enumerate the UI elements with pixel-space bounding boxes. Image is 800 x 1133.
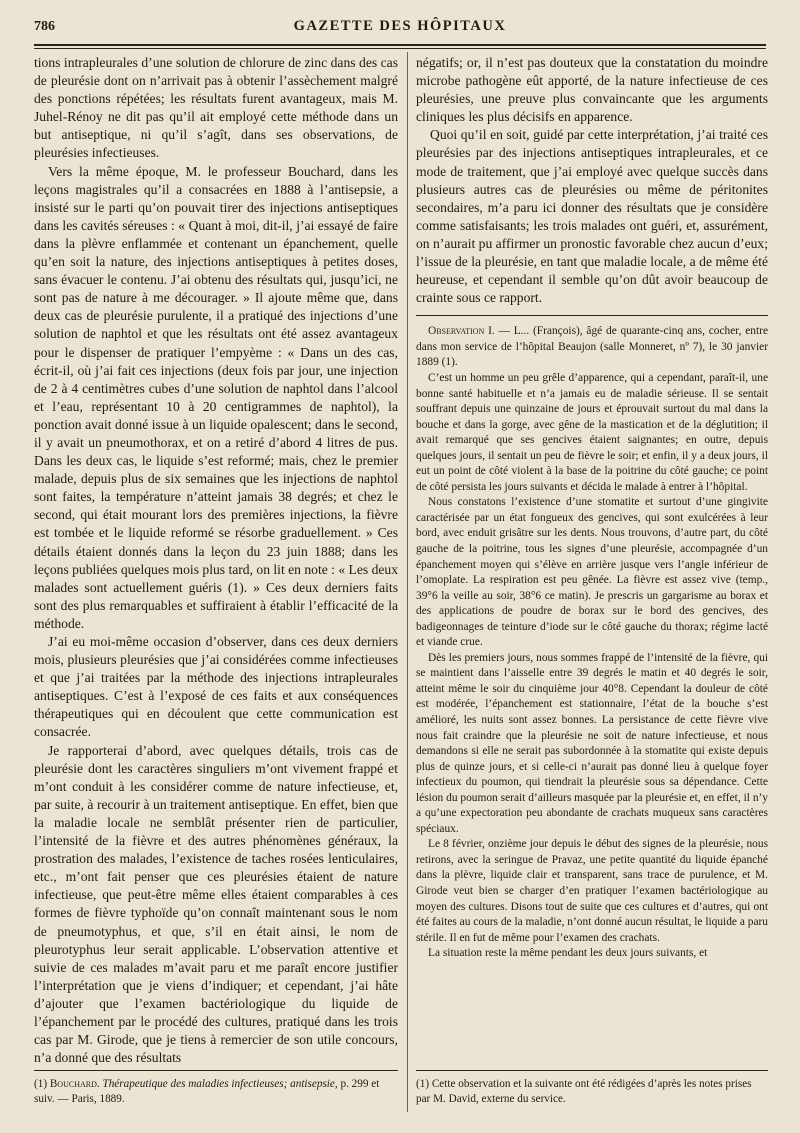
page-header — [34, 18, 766, 40]
right-column — [416, 54, 768, 962]
footnote-left — [34, 1070, 398, 1106]
case-intro-text: — L... (François), âgé de quarante-cinq ans, cocher, entre dans mon service de l’hôpital Beaujon (salle Monneret, nº 7), le 30 janvier 1889 (1). — [416, 325, 768, 369]
footnote-rule — [416, 1070, 768, 1071]
section-rule — [416, 315, 768, 316]
case-paragraph: Le 8 février, onzième jour depuis le début des signes de la pleurésie, nous retirons, avec la seringue de Pravaz, une petite quantité du liquide épanché dans la plèvre, liquide clair et transparent, sans trace de purulence, et M. Girode veut bien se charger d’en pratiquer l’examen bactériologique au moyen des cultures. Disons tout de suite que ces cultures et d’autres, qui ont été faites au cours de la maladie, n’ont donné aucun résultat, le liquide a paru stérile. Il en fut de même pour l’examen des crachats. — [416, 838, 768, 944]
case-paragraph: Dès les premiers jours, nous sommes frappé de l’intensité de la fièvre, qui se maintient dans l’aisselle entre 39 degrés le matin et 40 degrés le soir, atteint même le soir du cinquième jour 40°8. Cependant la douleur de côté est modérée, l’épanchement est stationnaire, l’état de la bouche s’est amélioré, les nuits sont assez bonnes. La persistance de cette fièvre vive nous fait craindre que la pleurésie ne soit de nature infectieuse, et nous demandons si elle ne serait pas subordonnée à la stomatite qui existe depuis plus de quinze jours, et si celle-ci n’aurait pas donné lieu à quelque foyer infectieux du poumon, qui tiendrait la pleurésie sous sa dépendance. Cette lésion du poumon serait d’ailleurs masquée par la pleurésie et, en effet, il n’y a qu’une expectoration peu abondante de crachats muqueux sans caractères spéciaux. — [416, 651, 768, 835]
paragraph: tions intrapleurales d’une solution de chlorure de zinc dans des cas de pleurésie dont on n’arrivait pas à obtenir l’assèchement malgré des ponctions répétées; les résultats furent avantageux, mais M. Juhel-Rénoy ne dit pas qu’il ait employé cette méthode dans un but antiseptique, ni qu’il s’agît, dans ses observations, de pleurésies infectieuses. — [34, 55, 398, 161]
footnote-author: Bouchard. — [49, 1078, 100, 1090]
paragraph: négatifs; or, il n’est pas douteux que la constatation du moindre microbe pathogène eût apporté, de la nature infectieuse de ces pleurésies, une preuve plus convaincante que les arguments cliniques les plus décisifs en apparence. — [416, 55, 768, 125]
case-observation — [416, 324, 768, 961]
left-column — [34, 54, 398, 1067]
case-paragraph: Nous constatons l’existence d’une stomatite et surtout d’une gingivite caractérisée par un état fongueux des gencives, qui sont exulcérées à leur bord, avec enduit grisâtre sur les dents. Nous trouvons, d’autre part, du côté gauche de la poitrine, tous les signes d’une pleurésie, accompagnée d’un épanchement moyen qui s’élève en arrière jusque vers l’angle inférieur de l’omoplate. La respiration est peu gênée. La fièvre est assez vive (temp., 39°6 la veille au soir, 38°6 ce matin). Je prescris un gargarisme au borax et des applications de poudre de borax sur le bord des gencives, des badigeonnages de teinture d’iode sur le côté gauche du thorax; régime lacté et viande crue. — [416, 496, 768, 649]
header-rule — [34, 44, 766, 46]
footnote-rule — [34, 1070, 398, 1071]
case-intro — [416, 324, 768, 371]
case-paragraph: C’est un homme un peu grêle d’apparence, qui a cependant, paraît-il, une bonne santé habituelle et n’a jamais eu de maladie sérieuse. Il se sentait souffrant depuis une quinzaine de jours et éprouvait surtout du mal dans la bouche et dans la gorge, avec gêne de la mastication et de la déglutition; il avait remarqué que ses gencives étaient saignantes; en outre, depuis quelques jours, il sentait un peu de fièvre le soir; et enfin, il y a deux jours, il eut un point de côté violent à la base de la poitrine du côté gauche; ce point de côté persista les jours suivants et décida le malade à entrer à l’hôpital. — [416, 371, 768, 493]
header-rule-thin — [34, 48, 766, 49]
journal-title: GAZETTE DES HÔPITAUX — [293, 18, 507, 34]
case-label: Observation I. — [428, 325, 495, 338]
footnote-marker: (1) — [34, 1078, 50, 1090]
footnote-title: Thérapeutique des maladies infectieuses; antisepsie, — [102, 1078, 338, 1090]
paragraph: Je rapporterai d’abord, avec quelques détails, trois cas de pleurésie dont les caractères singuliers m’ont vivement frappé et m’ont conduit à les considérer comme de nature infectieuse, et, par suite, à recourir à un traitement antiseptique. En effet, bien que la maladie locale ne semblât présenter rien de particulier, l’intensité de la fièvre et des autres phénomènes généraux, la prostration des malades, l’existence de taches rosées lenticulaires, etc., m’ont fait penser que ces pleurésies étaient de nature infectieuse, que peut-être même elles étaient comparables à ces formes de fièvre typhoïde qu’on connaît maintenant sous le nom de pneumotyphus, et que, s’il en était ainsi, le nom de pleurotyphus leur serait applicable. L’observation attentive et suivie de ces malades m’avait paru et me paraît encore justifier l’interprétation que je viens d’indiquer; et cependant, j’ai hâte d’ajouter que l’examen bactériologique du liquide de l’épanchement par le procédé des cultures, pratiqué dans les trois cas par M. Girode, que je tiens à remercier de son utile concours, n’a donné que des résultats — [34, 742, 398, 1066]
paragraph: Quoi qu’il en soit, guidé par cette interprétation, j’ai traité ces pleurésies par des injections antiseptiques intrapleurales, et ce mode de traitement, que j’ai employé avec quelque succès dans plusieurs autres cas de pleurésies ou même de péritonites secondaires, m’a paru ici donner des résultats que je considère comme satisfaisants; les trois malades ont guéri, et, assurément, on n’aurait pu affirmer un pronostic favorable chez aucun d’eux; l’issue de la pleurésie, en tant que maladie locale, a de même été heureuse, et cependant il semble qu’on dût avoir beaucoup de crainte sous ce rapport. — [416, 127, 768, 306]
column-divider — [407, 52, 408, 1112]
footnote-right — [416, 1070, 768, 1106]
page-number: 786 — [34, 19, 55, 34]
footnote — [34, 1077, 398, 1106]
footnote-rest: p. 299 et suiv. — Paris, 1889. — [34, 1078, 380, 1105]
case-paragraph: La situation reste la même pendant les deux jours suivants, et — [428, 947, 708, 960]
paragraph: J’ai eu moi-même occasion d’observer, dans ces deux derniers mois, plusieurs pleurésies que j’ai considérées comme infectieuses et que j’ai traitées par la méthode des injections intrapleurales antiseptiques. C’est à l’exposé de ces faits et aux conséquences thérapeutiques qui en découlent que cette communication est consacrée. — [34, 634, 398, 740]
footnote: (1) Cette observation et la suivante ont été rédigées d’après les notes prises par M. David, externe du service. — [416, 1078, 752, 1105]
right-column-text — [416, 54, 768, 307]
paragraph: Vers la même époque, M. le professeur Bouchard, dans les leçons magistrales qu’il a consacrées en 1888 à l’antisepsie, a insisté sur le parti qu’on pouvait tirer des injections antiseptiques dans les cavités séreuses : « Quant à moi, dit-il, j’ai essayé de faire dans la plèvre enflammée et contenant un épanchement, quelle qu’en soit la nature, des injections antiseptiques à petites doses, sans évacuer le contenu. J’ai obtenu des résultats qui, jusqu’ici, ne sont pas de nature à me décourager. » Il ajoute même que, dans deux cas de pleurésie purulente, il a pratiqué des injections d’une solution de naphtol et que les résultats ont été assez avantageux pour le dispenser de pratiquer l’empyème : « Dans un des cas, écrit-il, où j’ai fait ces injections (deux fois par jour, une injection de 2 à 4 centimètres cubes d’une solution de naphtol dans l’alcool et l’eau, représentant 10 à 20 centigrammes de naphtol), la ponction avait donné issue à un liquide opalescent; dans le second, il y avait un pneumothorax, et on a retiré d’abord 4 litres de pus. Dans les deux cas, le liquide s’est reformé; mais, chez le premier malade, depuis plus de six semaines que les injections de naphtol sont faites, la température n’atteint jamais 38 degrés; et chez le second, qui était mourant lors des premières injections, la fièvre est tombée et le liquide reformé se résorbe graduellement. » Ces détails étaient donnés dans la leçon du 23 juin 1888; dans les leçons publiées quelques mois plus tard, on lit en note : « Les deux malades sont actuellement guéris (1). » Ces deux derniers faits sont des plus remarquables et suffiraient à établir l’efficacité de la méthode. — [34, 163, 398, 631]
